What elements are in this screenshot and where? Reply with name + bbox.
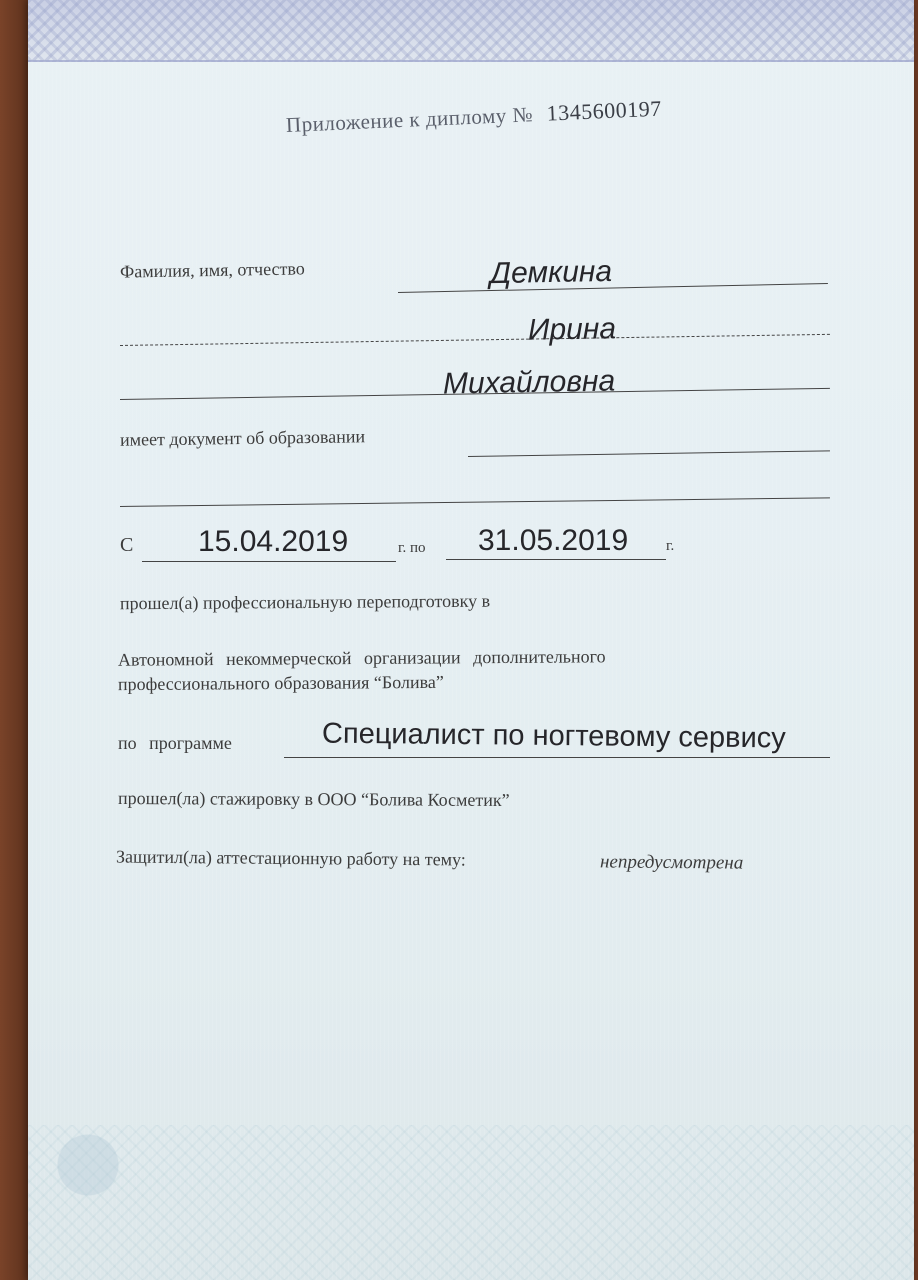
organization-line-2: профессионального образования “Болива” <box>117 671 444 695</box>
thesis-label: Защитил(ла) аттестационную работу на тему: <box>115 846 466 870</box>
thesis-value: непредусмотрена <box>599 851 744 874</box>
name-value: Ирина <box>527 312 617 347</box>
period-from-prefix: С <box>120 534 134 556</box>
program-value: Специалист по ногтевому сервису <box>321 717 786 755</box>
program-label: по программе <box>118 733 232 753</box>
fio-label: Фамилия, имя, отчество <box>119 258 305 282</box>
period-end-text: г. <box>666 538 675 554</box>
to-date-value: 31.05.2019 <box>478 524 629 557</box>
patronymic-value: Михайловна <box>442 364 616 401</box>
education-line-2 <box>120 497 830 507</box>
surname-value: Демкина <box>489 254 613 291</box>
retraining-label: прошел(а) профессиональную переподготовку в <box>119 590 491 614</box>
title-label: Приложение к диплому № <box>285 102 534 137</box>
to-date-line <box>446 559 666 560</box>
decorative-border-bottom <box>28 1125 914 1280</box>
organization-line-1: Автономной некоммерческой организации дополнительного <box>117 646 606 670</box>
from-date-line <box>142 561 396 562</box>
internship-text: прошел(ла) стажировку в ООО “Болива Косметик” <box>117 787 510 811</box>
surname-line <box>398 283 828 293</box>
program-line <box>284 757 830 758</box>
education-label: имеет документ об образовании <box>119 426 366 450</box>
decorative-border-top <box>28 0 914 62</box>
diploma-number: 1345600197 <box>546 95 663 126</box>
period-mid-text: г. по <box>398 540 426 556</box>
name-line <box>120 334 830 346</box>
education-line-1 <box>468 450 830 457</box>
document-title <box>285 96 662 138</box>
diploma-appendix-sheet <box>28 0 914 1280</box>
from-date-value: 15.04.2019 <box>198 525 349 558</box>
